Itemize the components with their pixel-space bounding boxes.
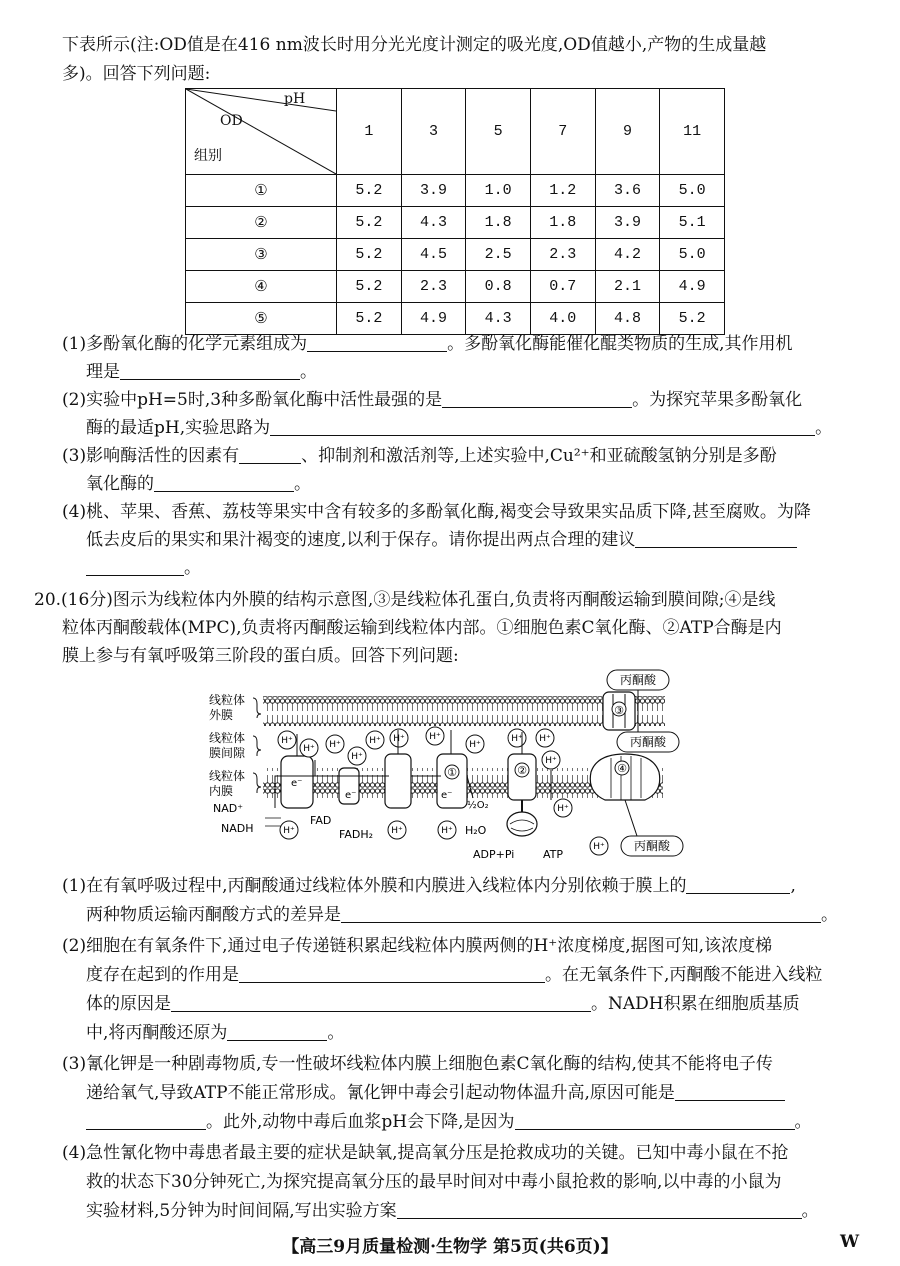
corner-group-label: 组别	[194, 148, 222, 164]
intro-line-1: 下表所示(注:OD值是在416 nm波长时用分光光度计测定的吸光度,OD值越小,产物的生成量越	[62, 35, 767, 55]
oxidase-number: ①	[447, 766, 457, 779]
proton-label: H⁺	[557, 804, 569, 814]
od-cell: 2.3	[530, 239, 595, 271]
q20-2-line-3	[86, 992, 800, 1016]
od-cell: 5.2	[337, 239, 402, 271]
od-cell: 3.9	[401, 175, 466, 207]
corner-od-label: OD	[220, 113, 243, 129]
synthase-number: ②	[517, 764, 527, 777]
od-cell: 5.2	[337, 271, 402, 303]
table-row	[186, 303, 725, 335]
nadh-arrow	[265, 818, 281, 826]
od-cell: 5.1	[660, 207, 725, 239]
proton-label: H⁺	[511, 734, 523, 744]
q19-4-line: (4)桃、苹果、香蕉、荔枝等果实中含有较多的多酚氧化酶,褐变会导致果实品质下降,甚至腐败。为降	[62, 502, 811, 522]
ph-header: 1	[337, 89, 402, 175]
nad-label: NAD⁺	[213, 802, 244, 815]
od-cell: 5.2	[660, 303, 725, 335]
q20-1-line	[62, 874, 796, 898]
answer-blank[interactable]	[227, 1022, 327, 1041]
od-table	[185, 88, 725, 335]
proton-label: H⁺	[283, 826, 295, 836]
answer-blank[interactable]	[171, 993, 591, 1012]
electron-label: e⁻	[441, 790, 453, 801]
od-cell: 4.2	[595, 239, 660, 271]
group-cell: ④	[186, 271, 337, 303]
od-cell: 5.2	[337, 175, 402, 207]
pyruvate-label: 丙酮酸	[629, 735, 667, 749]
answer-blank[interactable]	[686, 875, 790, 894]
q20-2-line: (2)细胞在有氧条件下,通过电子传递链积累起线粒体内膜两侧的H⁺浓度梯度,据图可知,该浓度梯	[62, 936, 773, 956]
arrow-line	[625, 800, 637, 836]
q20-stem-line-1: 20.(16分)图示为线粒体内外膜的结构示意图,③是线粒体孔蛋白,负责将丙酮酸运输到膜间隙;④是线	[34, 590, 776, 610]
q19-2-text-c: 酶的最适pH,实验思路为	[86, 418, 271, 438]
answer-blank[interactable]	[86, 1111, 206, 1130]
proton-label: H⁺	[429, 732, 441, 742]
proton-label: H⁺	[469, 740, 481, 750]
pyruvate-label: 丙酮酸	[619, 673, 657, 687]
q20-4-line-3	[86, 1199, 819, 1223]
q19-2-line-2	[86, 416, 832, 440]
answer-blank[interactable]	[307, 333, 447, 352]
answer-blank[interactable]	[515, 1111, 795, 1130]
outer-membrane-label-1: 线粒体	[209, 693, 246, 707]
atp-label: ATP	[543, 848, 564, 861]
q20-2-text-e: 。NADH积累在细胞质基质	[591, 994, 800, 1014]
q19-4-text-c: 。	[184, 558, 201, 578]
q20-2-line-4	[86, 1021, 344, 1045]
brace	[253, 773, 261, 793]
od-cell: 2.3	[401, 271, 466, 303]
proton-label: H⁺	[303, 744, 315, 754]
table-corner	[186, 89, 337, 175]
q20-4-line-2: 救的状态下30分钟死亡,为探究提高氧分压的最早时间对中毒小鼠抢救的影响,以中毒的小鼠为	[86, 1172, 782, 1192]
pyruvate-label: 丙酮酸	[633, 839, 671, 853]
od-cell: 1.0	[466, 175, 531, 207]
answer-blank[interactable]	[270, 417, 815, 436]
answer-blank[interactable]	[86, 557, 184, 576]
table-row	[186, 239, 725, 271]
answer-blank[interactable]	[239, 964, 545, 983]
q20-3-line-2	[86, 1081, 785, 1105]
q19-1-text-c: 理是	[86, 362, 120, 382]
od-cell: 4.3	[401, 207, 466, 239]
q20-4-text-c: 实验材料,5分钟为时间间隔,写出实验方案	[86, 1201, 397, 1221]
footer-mark: W	[840, 1232, 860, 1252]
brace	[253, 698, 261, 718]
proton-label: H⁺	[391, 826, 403, 836]
q19-1-line	[62, 332, 793, 356]
q20-2-text-c: 。在无氧条件下,丙酮酸不能进入线粒	[545, 965, 823, 985]
ph-header: 5	[466, 89, 531, 175]
q19-3-line	[62, 444, 777, 468]
q20-4-line: (4)急性氰化物中毒患者最主要的症状是缺氧,提高氧分压是抢救成功的关键。已知中毒小鼠在不抢	[62, 1143, 789, 1163]
intermembrane-label-1: 线粒体	[209, 731, 246, 745]
proton-label: H⁺	[351, 752, 363, 762]
brace	[253, 736, 261, 756]
q19-1-text-b: 。多酚氧化酶能催化醌类物质的生成,其作用机	[447, 334, 793, 354]
corner-ph-label: pH	[284, 91, 306, 107]
proton-label: H⁺	[593, 842, 605, 852]
proton-label: H⁺	[393, 734, 405, 744]
outer-membrane	[635, 696, 665, 726]
answer-blank[interactable]	[675, 1082, 785, 1101]
electron-label: e⁻	[291, 778, 303, 789]
fadh2-label: FADH₂	[339, 828, 373, 841]
od-cell: 1.8	[466, 207, 531, 239]
od-cell: 5.0	[660, 239, 725, 271]
q20-1-text-c: 两种物质运输丙酮酸方式的差异是	[86, 905, 341, 925]
q19-3-line-2	[86, 472, 311, 496]
od-cell: 4.0	[530, 303, 595, 335]
q19-1-text-a: (1)多酚氧化酶的化学元素组成为	[62, 334, 308, 354]
outer-membrane	[263, 696, 603, 726]
answer-blank[interactable]	[397, 1200, 802, 1219]
od-cell: 4.3	[466, 303, 531, 335]
q19-2-text-d: 。	[815, 418, 833, 438]
synthase-head	[507, 812, 537, 836]
proton-label: H⁺	[329, 740, 341, 750]
group-cell: ①	[186, 175, 337, 207]
q20-stem-line-2: 粒体丙酮酸载体(MPC),负责将丙酮酸运输到线粒体内部。①细胞色素C氧化酶、②ATP合酶是内	[62, 618, 782, 638]
adp-label: ADP+Pi	[473, 848, 515, 861]
table-row	[186, 207, 725, 239]
q19-2-text-b: 。为探究苹果多酚氧化	[632, 390, 803, 410]
q19-1-text-d: 。	[300, 362, 317, 382]
answer-blank[interactable]	[120, 361, 300, 380]
outer-membrane-label-2: 外膜	[209, 708, 234, 722]
mitochondria-membrane-figure	[205, 668, 695, 864]
od-cell: 4.9	[660, 271, 725, 303]
intermembrane-label-2: 膜间隙	[209, 746, 246, 760]
q20-3-text-c: 。此外,动物中毒后血浆pH会下降,是因为	[206, 1112, 515, 1132]
q19-1-line-2	[86, 360, 317, 384]
table-row	[186, 175, 725, 207]
page-footer: 【高三9月质量检测·生物学 第5页(共6页)】	[282, 1237, 618, 1257]
q19-3-text-b: 、抑制剂和激活剂等,上述实验中,Cu²⁺和亚硫酸氢钠分别是多酚	[301, 446, 777, 466]
q20-2-text-g: 。	[327, 1023, 345, 1043]
q19-3-text-d: 。	[294, 474, 311, 494]
answer-blank[interactable]	[154, 473, 294, 492]
mpc-number: ④	[617, 762, 627, 775]
inner-membrane-label-2: 内膜	[209, 784, 234, 798]
intro-line-2: 多)。回答下列问题:	[62, 64, 211, 84]
ph-header: 11	[660, 89, 725, 175]
q19-4-line-2	[86, 528, 797, 552]
answer-blank[interactable]	[442, 389, 632, 408]
od-cell: 1.8	[530, 207, 595, 239]
q19-4-line-3	[86, 556, 201, 580]
complex-iii	[385, 754, 411, 808]
porin-number: ③	[614, 704, 624, 717]
ph-header: 9	[595, 89, 660, 175]
od-cell: 2.1	[595, 271, 660, 303]
proton-label: H⁺	[545, 756, 557, 766]
q20-2-text-f: 中,将丙酮酸还原为	[86, 1023, 228, 1043]
q20-4-text-d: 。	[801, 1201, 819, 1221]
electron-label: e⁻	[345, 790, 357, 801]
ph-header: 7	[530, 89, 595, 175]
q19-3-text-c: 氧化酶的	[86, 474, 154, 494]
inner-membrane-label-1: 线粒体	[209, 769, 246, 783]
od-cell: 4.9	[401, 303, 466, 335]
od-cell: 5.2	[337, 207, 402, 239]
od-cell: 1.2	[530, 175, 595, 207]
q20-1-text-b: ,	[790, 876, 796, 896]
od-cell: 4.5	[401, 239, 466, 271]
proton-label: H⁺	[539, 734, 551, 744]
group-cell: ③	[186, 239, 337, 271]
od-cell: 2.5	[466, 239, 531, 271]
oxygen-label: ½O₂	[467, 800, 489, 811]
od-cell: 4.8	[595, 303, 660, 335]
q20-3-text-d: 。	[794, 1112, 812, 1132]
fad-label: FAD	[310, 814, 332, 827]
nadh-label: NADH	[221, 822, 254, 835]
q20-3-text-b: 递给氧气,导致ATP不能正常形成。氰化钾中毒会引起动物体温升高,原因可能是	[86, 1083, 675, 1103]
q19-2-line	[62, 388, 802, 412]
q20-3-line: (3)氰化钾是一种剧毒物质,专一性破坏线粒体内膜上细胞色素C氧化酶的结构,使其不能将电子传	[62, 1054, 773, 1074]
answer-blank[interactable]	[635, 529, 797, 548]
od-cell: 0.7	[530, 271, 595, 303]
od-cell: 5.2	[337, 303, 402, 335]
q19-4-text-b: 低去皮后的果实和果汁褐变的速度,以利于保存。请你提出两点合理的建议	[86, 530, 636, 550]
q19-2-text-a: (2)实验中pH=5时,3种多酚氧化酶中活性最强的是	[62, 390, 443, 410]
q19-3-text-a: (3)影响酶活性的因素有	[62, 446, 240, 466]
od-cell: 3.6	[595, 175, 660, 207]
q20-2-text-d: 体的原因是	[86, 994, 171, 1014]
water-label: H₂O	[465, 824, 487, 837]
mpc-carrier	[590, 754, 659, 800]
proton-label: H⁺	[441, 826, 453, 836]
q20-stem-line-3: 膜上参与有氧呼吸第三阶段的蛋白质。回答下列问题:	[62, 646, 459, 666]
proton-label: H⁺	[369, 736, 381, 746]
table-row	[186, 271, 725, 303]
q20-1-line-2	[86, 903, 838, 927]
od-cell: 5.0	[660, 175, 725, 207]
q20-2-text-b: 度存在起到的作用是	[86, 965, 239, 985]
ph-header: 3	[401, 89, 466, 175]
od-cell: 0.8	[466, 271, 531, 303]
q20-2-line-2	[86, 963, 822, 987]
answer-blank[interactable]	[341, 904, 821, 923]
q20-3-line-3	[86, 1110, 812, 1134]
answer-blank[interactable]	[239, 445, 301, 464]
od-cell: 3.9	[595, 207, 660, 239]
group-cell: ②	[186, 207, 337, 239]
q20-1-text-a: (1)在有氧呼吸过程中,丙酮酸通过线粒体外膜和内膜进入线粒体内分别依赖于膜上的	[62, 876, 687, 896]
q20-1-text-d: 。	[821, 905, 838, 925]
group-cell: ⑤	[186, 303, 337, 335]
proton-label: H⁺	[281, 736, 293, 746]
